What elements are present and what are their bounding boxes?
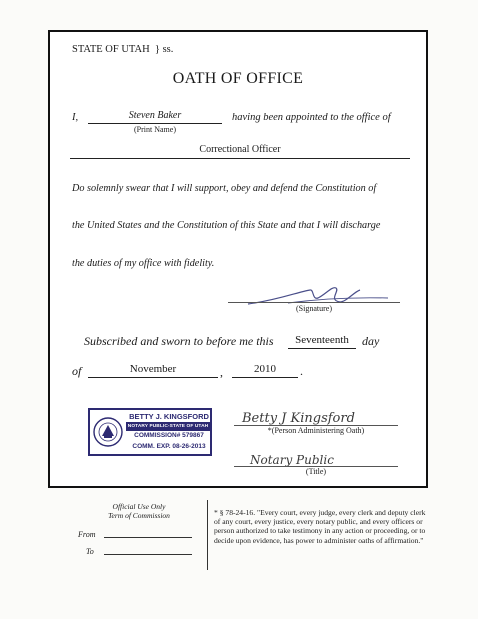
oath-form-frame	[48, 30, 428, 488]
oath-line-1: Do solemnly swear that I will support, obey and defend the Constitution of	[72, 183, 377, 194]
from-field[interactable]	[104, 537, 192, 538]
print-name-caption: (Print Name)	[134, 125, 176, 134]
to-label: To	[86, 547, 94, 556]
title-caption: (Title)	[305, 467, 327, 476]
footer-divider	[207, 500, 208, 570]
to-field[interactable]	[104, 554, 192, 555]
stamp-expiry: COMM. EXP. 08-26-2013	[132, 443, 206, 450]
stamp-band: NOTARY PUBLIC-STATE OF UTAH	[127, 424, 209, 429]
official-use-title: Official Use Only	[112, 502, 166, 511]
month-underline	[88, 377, 218, 378]
sworn-year-value: 2010	[254, 363, 276, 375]
date-period: .	[300, 364, 303, 378]
day-word: day	[362, 334, 380, 348]
appointee-name: Steven Baker	[128, 110, 182, 121]
notary-seal-icon	[92, 412, 124, 452]
name-underline	[88, 123, 222, 124]
from-label: From	[78, 530, 96, 539]
official-use-heading	[94, 502, 184, 520]
office-value: Correctional Officer	[199, 144, 281, 155]
stamp-commission: COMMISSION# 579867	[134, 432, 204, 439]
year-underline	[232, 377, 298, 378]
of-word: of	[72, 364, 82, 378]
office-underline	[70, 158, 410, 159]
notary-stamp	[88, 408, 212, 456]
day-underline	[288, 348, 356, 349]
state-name: STATE OF UTAH	[72, 44, 150, 55]
appointed-text: having been appointed to the office of	[232, 112, 391, 123]
administrator-caption: *(Person Administering Oath)	[267, 426, 365, 435]
statute-text: * § 78-24-16. "Every court, every judge, every clerk and deputy clerk of any court, every justice, every notary public, and every officers or person authorized to take testimony in any action or proceeding, or to decide upon evidence, has power to administer oaths of affirmation."	[214, 508, 426, 545]
signature-caption: (Signature)	[296, 304, 332, 313]
state-heading	[72, 44, 173, 55]
signature-underline	[228, 302, 400, 303]
sworn-text: Subscribed and sworn to before me this	[84, 334, 274, 348]
administrator-title-text: Notary Public	[250, 453, 334, 467]
document-title: OATH OF OFFICE	[172, 70, 304, 87]
stamp-name: BETTY J. KINGSFORD	[129, 412, 209, 421]
ss-bracket: } ss.	[154, 44, 174, 55]
administrator-signature-text: Betty J Kingsford	[242, 411, 355, 426]
date-comma: ,	[220, 365, 223, 379]
sworn-day-value: Seventeenth	[295, 334, 349, 346]
term-of-commission: Term of Commission	[108, 511, 170, 520]
oath-line-2: the United States and the Constitution of this State and that I will discharge	[72, 220, 381, 231]
sworn-month-value: November	[129, 363, 177, 375]
oath-line-3: the duties of my office with fidelity.	[72, 258, 215, 269]
i-prefix: I,	[72, 112, 79, 123]
